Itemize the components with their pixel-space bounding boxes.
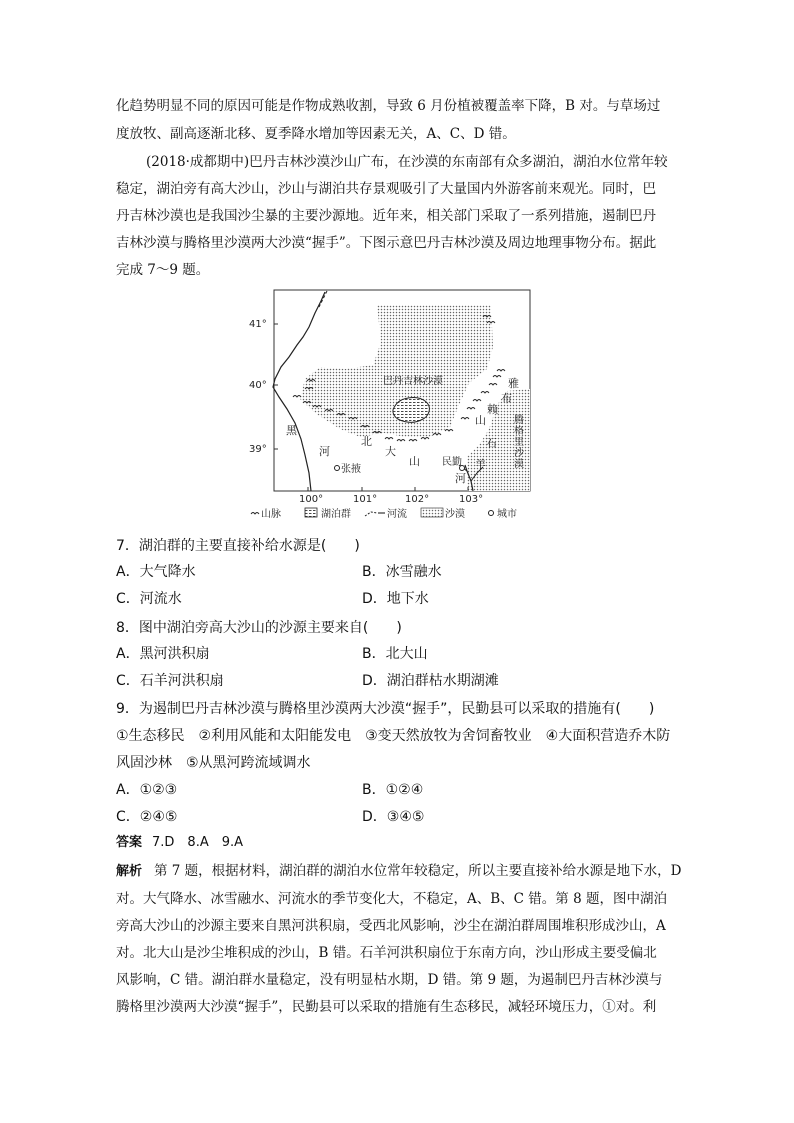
question-9-stem: 9．为遏制巴丹吉林沙漠与腾格里沙漠两大沙漠“握手”，民勤县可以采取的措施有( )	[116, 701, 655, 717]
question-9-option-b[interactable]: B．①②④	[362, 782, 424, 798]
question-7-stem: 7．湖泊群的主要直接补给水源是( )	[116, 538, 360, 554]
question-7-option-d[interactable]: D．地下水	[362, 591, 429, 607]
lat-label: 39°	[249, 444, 267, 455]
tengger-label: 腾	[514, 415, 524, 426]
legend-river-symbol	[365, 512, 377, 516]
question-9-option-c[interactable]: C．②④⑤	[116, 809, 178, 825]
lat-label: 41°	[249, 319, 267, 330]
legend-label: 城市	[497, 509, 517, 520]
tengger-label: 沙	[514, 448, 524, 459]
yabulai-label: 布	[501, 392, 512, 405]
analysis-line: 对。北大山是沙尘堆积成的沙山，B 错。石羊河洪积扇位于东南方向，沙山形成主要受偏北	[116, 945, 657, 961]
shiyang-label: 石	[486, 437, 497, 450]
shiyang-label: 河	[455, 472, 466, 485]
legend-label: 湖泊群	[321, 509, 351, 520]
question-9-option-d[interactable]: D．③④⑤	[362, 809, 425, 825]
tengger-label: 漠	[514, 459, 524, 470]
answer-line	[116, 834, 686, 852]
question-8-stem: 8．图中湖泊旁高大沙山的沙源主要来自( )	[116, 620, 402, 636]
beidashan-label: 大	[385, 445, 396, 458]
legend-mountain-symbol	[251, 513, 259, 515]
passage-line: 完成 7～9 题。	[116, 262, 210, 278]
text-line: 度放牧、副高逐渐北移、夏季降水增加等因素无关，A、C、D 错。	[116, 126, 516, 142]
question-9-measures: 风固沙林 ⑤从黑河跨流域调水	[116, 755, 311, 771]
passage-line: (2018·成都期中)巴丹吉林沙漠沙山广布，在沙漠的东南部有众多湖泊，湖泊水位常年较	[146, 154, 668, 170]
zhangye-label: 张掖	[341, 464, 361, 475]
badain-jaran-map	[245, 287, 565, 525]
answer-text: 7.D 8.A 9.A	[152, 835, 244, 850]
analysis-text: 第 7 题，根据材料，湖泊群的湖泊水位常年较稳定，所以主要直接补给水源是地下水，D	[154, 863, 682, 879]
legend-lake-symbol	[305, 508, 317, 517]
question-9-option-a[interactable]: A．①②③	[116, 782, 178, 798]
analysis-line: 腾格里沙漠两大沙漠“握手”，民勤县可以采取的措施有生态移民，减轻环境压力，①对。利	[116, 999, 657, 1015]
legend-desert-symbol	[421, 508, 443, 517]
heihe-label: 河	[319, 445, 330, 458]
passage-line: 吉林沙漠与腾格里沙漠两大沙漠“握手”。下图示意巴丹吉林沙漠及周边地理事物分布。据此	[116, 235, 657, 251]
tengger-label: 格	[514, 426, 524, 437]
question-7-option-b[interactable]: B．冰雪融水	[362, 564, 442, 580]
passage-line: 稳定，湖泊旁有高大沙山，沙山与湖泊共存景观吸引了大量国内外游客前来观光。同时，巴	[116, 181, 656, 197]
lon-label: 103°	[459, 494, 484, 505]
lon-label: 100°	[299, 494, 324, 505]
passage-line: 丹吉林沙漠也是我国沙尘暴的主要沙源地。近年来，相关部门采取了一系列措施，遏制巴丹	[116, 208, 656, 224]
answer-label: 答案	[116, 835, 143, 850]
zhangye-city-marker	[335, 466, 340, 471]
lat-label: 40°	[249, 380, 267, 391]
minqin-label: 民勤	[442, 457, 462, 468]
legend-label: 沙漠	[445, 509, 465, 520]
question-8-option-c[interactable]: C．石羊河洪积扇	[116, 673, 224, 689]
legend-city-symbol	[489, 511, 494, 516]
question-7-option-c[interactable]: C．河流水	[116, 591, 182, 607]
question-8-option-d[interactable]: D．湖泊群枯水期湖滩	[362, 673, 499, 689]
yabulai-label: 赖	[487, 403, 498, 416]
legend-label: 河流	[387, 509, 407, 520]
yabulai-label: 山	[475, 414, 486, 427]
shiyang-label: 羊	[475, 458, 486, 471]
yabulai-label: 雅	[508, 377, 519, 390]
legend-label: 山脉	[261, 509, 281, 520]
analysis-line: 对。大气降水、冰雪融水、河流水的季节变化大，不稳定，A、B、C 错。第 8 题，图中湖泊	[116, 891, 667, 907]
badain-label: 巴丹吉林沙漠	[383, 376, 443, 387]
analysis-label: 解析	[116, 864, 143, 879]
beidashan-label: 山	[409, 455, 420, 468]
question-7-option-a[interactable]: A．大气降水	[116, 564, 196, 580]
lon-label: 102°	[405, 494, 430, 505]
question-8-option-a[interactable]: A．黑河洪积扇	[116, 646, 210, 662]
map-legend	[251, 507, 517, 520]
lon-label: 101°	[353, 494, 378, 505]
analysis-line: 旁高大沙山的沙源主要来自黑河洪积扇，受西北风影响，沙尘在湖泊群周围堆积形成沙山，A	[116, 918, 666, 934]
question-8-option-b[interactable]: B．北大山	[362, 646, 428, 662]
text-line: 化趋势明显不同的原因可能是作物成熟收割，导致 6 月份植被覆盖率下降，B 对。与草场过	[116, 98, 661, 114]
analysis-line: 风影响，C 错。湖泊群水量稳定，没有明显枯水期，D 错。第 9 题，为遏制巴丹吉林沙漠与	[116, 972, 663, 988]
question-9-measures: ①生态移民 ②利用风能和太阳能发电 ③变天然放牧为舍饲畜牧业 ④大面积营造乔木防	[116, 728, 671, 744]
heihe-label: 黑	[286, 424, 297, 437]
analysis-line	[116, 862, 686, 881]
beidashan-label: 北	[361, 435, 372, 448]
tengger-label: 里	[514, 437, 524, 448]
